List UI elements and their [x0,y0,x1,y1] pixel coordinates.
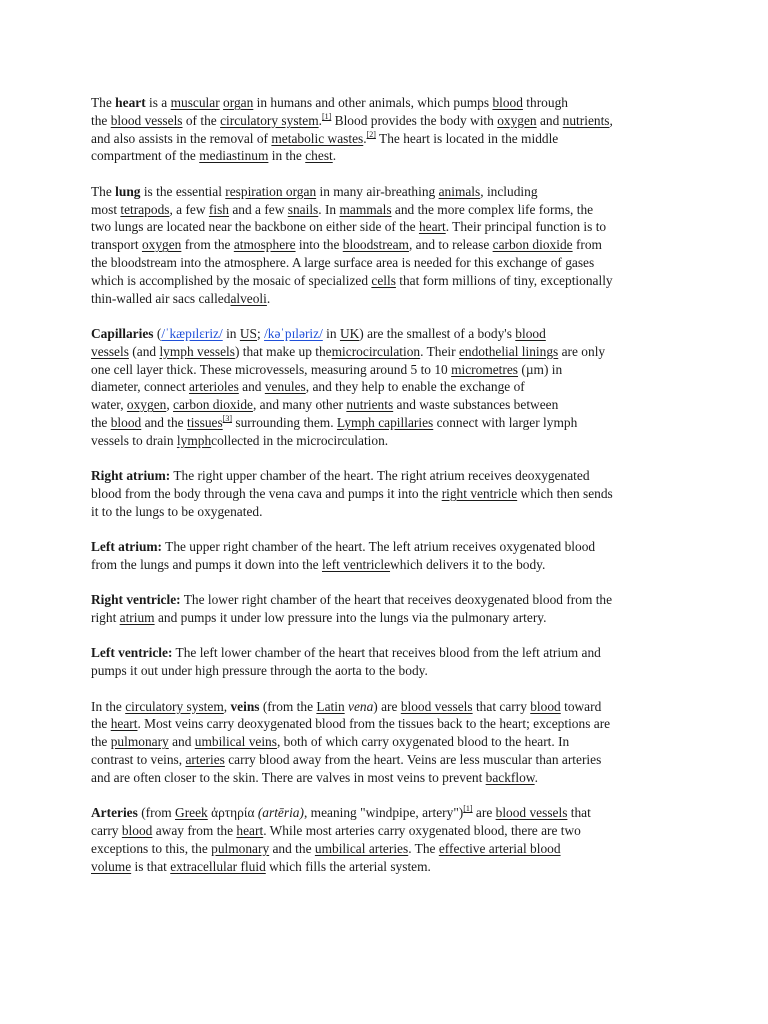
term-heading: Right ventricle: [91,592,181,608]
body-text: . [332,148,337,164]
document-body [91,94,683,893]
body-text: exceptions to this, the [91,840,212,856]
body-text: , [609,112,613,128]
paragraph-left-atrium [91,538,683,574]
inline-link[interactable]: organ [223,95,254,110]
inline-link[interactable]: umbilical arteries [314,840,409,856]
body-text: which then sends [517,485,613,501]
body-text: carry blood away from the heart. Veins are less muscular than arteries [224,752,602,768]
citation-ref [463,804,472,813]
body-text: ; [256,325,265,341]
body-text: , meaning "windpipe, artery") [303,805,464,821]
term-heading: lung [115,183,141,199]
citation-ref [367,130,376,139]
body-text: in humans and other animals, which pumps [253,95,493,110]
body-text: toward [560,698,602,714]
body-text: and also assists in the removal of [91,130,272,146]
body-text: and [238,379,265,395]
inline-link[interactable]: blood [515,325,546,341]
body-text: that form millions of tiny, exceptionally [395,272,613,288]
inline-link[interactable]: UK [339,325,360,341]
citation-link[interactable]: [3] [222,413,233,423]
paragraph-lung [91,183,683,308]
body-text: carry [91,823,122,839]
inline-link[interactable]: arterioles [188,379,239,395]
inline-link[interactable]: backflow [485,769,535,785]
inline-link[interactable]: pulmonary [110,734,169,750]
inline-link[interactable]: tetrapods [120,201,170,217]
inline-link[interactable]: circulatory system [125,698,224,714]
body-text: , both of which carry oxygenated blood to the heart. In [276,734,570,750]
inline-link[interactable]: Greek [175,805,208,821]
body-text: the [91,716,111,732]
pronunciation-link[interactable]: /kəˈpɪləriz/ [264,325,323,341]
body-text: , and they help to enable the exchange of [305,379,525,395]
body-text: connect with larger lymph [433,414,578,430]
inline-link[interactable]: oxygen [497,112,537,128]
body-text: the bloodstream into the atmosphere. A large surface area is needed for this exchange of gases [91,254,595,270]
body-text: and pumps it under low pressure into the lungs via the pulmonary artery. [154,610,547,626]
body-text: and waste substances between [393,397,559,413]
body-text: and [168,734,195,750]
inline-link[interactable]: lymph [176,432,212,448]
body-text: compartment of the [91,148,200,164]
body-text: from the lungs and pumps it down into the [91,556,322,572]
body-text: in the [268,148,306,164]
body-text: it to the lungs to be oxygenated. [91,503,263,519]
body-text: , [166,397,174,413]
inline-link[interactable]: alveoli [230,290,267,306]
paragraph-capillaries [91,325,683,450]
inline-link[interactable]: heart [418,219,446,235]
body-text: , including [480,183,538,199]
inline-link[interactable]: microcirculation [331,343,421,359]
inline-link[interactable]: metabolic wastes [271,130,364,146]
body-text: and a few [229,201,288,217]
body-text: is a [145,95,171,110]
inline-link[interactable]: nutrients [346,397,394,413]
body-text: surrounding them. [232,414,337,430]
inline-link[interactable]: nutrients [562,112,610,128]
inline-link[interactable]: US [239,325,257,341]
inline-link[interactable]: mammals [339,201,392,217]
body-text: from [572,237,602,253]
body-text: (from [137,805,176,821]
body-text: which is accomplished by the mosaic of specialized [91,272,372,288]
body-text: transport [91,237,142,253]
citation-ref [223,414,232,423]
body-text: Blood provides the body with [331,112,498,128]
inline-link[interactable]: tissues [186,414,223,430]
paragraph-veins [91,698,683,787]
inline-link[interactable]: respiration organ [225,183,317,199]
body-text: collected in the microcirculation. [211,432,389,448]
body-text: and are often closer to the skin. There are valves in most veins to prevent [91,769,486,785]
inline-link[interactable]: fish [208,201,229,217]
italic-text: vena [348,698,374,714]
body-text: . Most veins carry deoxygenated blood from the tissues back to the heart; exceptions are [137,716,611,732]
inline-link[interactable]: blood [492,95,523,110]
term-heading: veins [230,698,260,714]
inline-link[interactable]: endothelial linings [458,343,559,359]
inline-link[interactable]: vessels [91,343,129,359]
body-text: , a few [169,201,209,217]
body-text: through [522,95,568,110]
inline-link[interactable]: heart [110,716,138,732]
body-text: (µm) in [518,361,563,377]
body-text: one cell layer thick. These microvessels, measuring around 5 to 10 [91,361,452,377]
inline-link[interactable]: Latin [316,698,345,714]
body-text: , [223,698,231,714]
body-text: ) are [373,698,401,714]
body-text: . Their [420,343,459,359]
inline-link[interactable]: venules [264,379,306,395]
body-text: contrast to veins, [91,752,186,768]
body-text: vessels to drain [91,432,177,448]
body-text: . While most arteries carry oxygenated blood, there are two [263,823,581,839]
term-heading: Arteries [91,805,138,821]
body-text: (and [128,343,160,359]
inline-link[interactable]: left ventricle [321,556,391,572]
body-text: ( [153,325,162,341]
body-text: is that [131,858,171,874]
inline-link[interactable]: Lymph capillaries [336,414,434,430]
inline-link[interactable]: atmosphere [233,237,296,253]
body-text: in many air-breathing [316,183,439,199]
inline-link[interactable]: blood vessels [400,698,473,714]
inline-link[interactable]: oxygen [126,397,167,413]
inline-link[interactable]: mediastinum [199,148,269,164]
body-text: and the more complex life forms, the [391,201,594,217]
inline-link[interactable]: right ventricle [441,485,518,501]
body-text: is the essential [140,183,226,199]
body-text: , and many other [252,397,347,413]
body-text: thin-walled air sacs called [91,290,231,306]
body-text: In the [91,698,126,714]
term-heading: Left atrium: [91,539,163,555]
inline-link[interactable]: blood [121,823,153,839]
citation-link[interactable]: [1] [463,804,473,814]
term-heading: Left ventricle: [91,645,173,661]
body-text: and the [269,840,315,856]
body-text: from the [181,237,234,253]
inline-link[interactable]: lymph vessels [159,343,235,359]
body-text: which fills the arterial system. [265,858,431,874]
body-text: The [91,183,116,199]
inline-link[interactable]: cells [371,272,396,288]
body-text: ) are the smallest of a body's [359,325,516,341]
inline-link[interactable]: carbon dioxide [492,237,573,253]
inline-link[interactable]: blood vessels [110,112,183,128]
body-text: . The [408,840,439,856]
inline-link[interactable]: muscular [170,95,220,110]
body-text: in [322,325,340,341]
body-text: ) that make up the [234,343,332,359]
body-text: the [91,734,111,750]
body-text: and the [141,414,187,430]
inline-link[interactable]: arteries [185,752,225,768]
body-text: are [472,805,496,821]
inline-link[interactable]: pulmonary [211,840,270,856]
body-text: . [534,769,538,785]
body-text: ἀρτηρία [207,805,258,821]
term-heading: Capillaries [91,325,154,341]
inline-link[interactable]: snails [287,201,319,217]
paragraph-right-ventricle [91,591,683,627]
inline-link[interactable]: micrometres [451,361,519,377]
body-text: the [91,414,111,430]
inline-link[interactable]: oxygen [141,237,182,253]
term-heading: Right atrium: [91,468,171,484]
body-text: . [318,112,322,128]
paragraph-left-ventricle [91,644,683,680]
paragraph-right-atrium [91,467,683,520]
italic-text: (artēria) [257,805,304,821]
inline-link[interactable]: animals [438,183,481,199]
body-text: The [91,95,116,110]
citation-ref [322,112,331,121]
inline-link[interactable]: chest [305,148,333,164]
inline-link[interactable]: extracellular fluid [170,858,266,874]
citation-link[interactable]: [1] [321,111,332,121]
inline-link[interactable]: effective arterial blood [438,840,561,856]
body-text: into the [295,237,343,253]
body-text: which delivers it to the body. [390,556,546,572]
body-text: water, [91,397,127,413]
body-text: diameter, connect [91,379,189,395]
paragraph-heart [91,94,683,165]
inline-link[interactable]: atrium [119,610,155,626]
body-text: , and to release [408,237,493,253]
body-text: The left lower chamber of the heart that receives blood from the left atrium and [172,645,601,661]
body-text: in [222,325,240,341]
body-text: blood from the body through the vena cava and pumps it into the [91,485,442,501]
body-text: . [363,130,367,146]
body-text: . Their principal function is to [445,219,607,235]
body-text: . [266,290,271,306]
citation-link[interactable]: [2] [366,129,376,139]
body-text: pumps it out under high pressure through the aorta to the body. [91,663,428,679]
inline-link[interactable]: heart [236,823,264,839]
body-text: are only [558,343,606,359]
body-text: The right upper chamber of the heart. The right atrium receives deoxygenated [170,468,590,484]
inline-link[interactable]: volume [91,858,132,874]
body-text: The lower right chamber of the heart that receives deoxygenated blood from the [180,592,613,608]
body-text: . In [318,201,340,217]
body-text: of the [182,112,221,128]
inline-link[interactable]: circulatory system [220,112,319,128]
inline-link[interactable]: blood vessels [495,805,568,821]
body-text: two lungs are located near the backbone on either side of the [91,219,419,235]
inline-link[interactable]: blood [110,414,142,430]
body-text: most [91,201,121,217]
paragraph-arteries [91,804,683,875]
inline-link[interactable]: carbon dioxide [173,397,253,413]
inline-link[interactable]: blood [530,698,561,714]
inline-link[interactable]: bloodstream [342,237,409,253]
body-text: The heart is located in the middle [375,130,559,146]
body-text: (from the [259,698,317,714]
body-text: that [567,805,591,821]
inline-link[interactable]: umbilical veins [194,734,277,750]
body-text: that carry [472,698,531,714]
body-text: right [91,610,120,626]
body-text: the [91,112,111,128]
body-text: and [536,112,563,128]
body-text: away from the [152,823,237,839]
body-text: The upper right chamber of the heart. The left atrium receives oxygenated blood [162,539,596,555]
term-heading: heart [115,95,146,110]
pronunciation-link[interactable]: /ˈkæpɪlɛriz/ [161,325,223,341]
